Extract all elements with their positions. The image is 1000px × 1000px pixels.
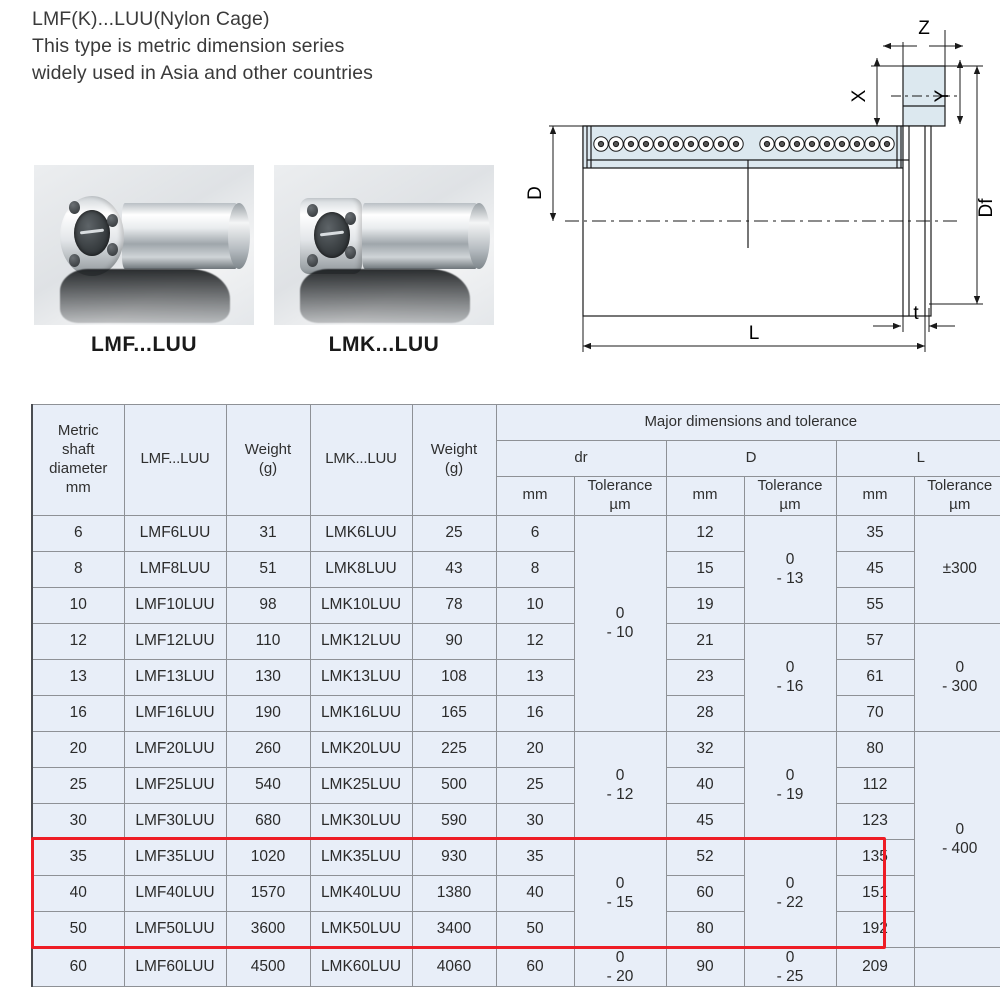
bolt-hole-icon bbox=[307, 204, 318, 217]
col-header-dr-mm: mm bbox=[496, 477, 574, 516]
cell-lmf-weight: 1570 bbox=[226, 875, 310, 911]
cell-d-mm: 45 bbox=[666, 803, 744, 839]
cell-lmf-model: LMF60LUU bbox=[124, 947, 226, 987]
cell-lmk-weight: 90 bbox=[412, 623, 496, 659]
table-body bbox=[32, 515, 1000, 987]
table-row bbox=[32, 947, 1000, 987]
cell-d-mm: 12 bbox=[666, 515, 744, 551]
cell-dr-mm: 12 bbox=[496, 623, 574, 659]
photo-reflection bbox=[60, 269, 230, 323]
cell-lmk-model: LMK25LUU bbox=[310, 767, 412, 803]
tolerance-cell: 0 - 10 bbox=[574, 515, 666, 731]
tolerance-cell: 0 - 15 bbox=[574, 839, 666, 947]
cell-lmk-model: LMK60LUU bbox=[310, 947, 412, 987]
col-header-lmk: LMK...LUU bbox=[310, 405, 412, 516]
bearing-end-cap-icon bbox=[228, 203, 250, 269]
col-header-shaft-diameter: Metric shaft diameter mm bbox=[32, 405, 124, 516]
cell-lmk-model: LMK50LUU bbox=[310, 911, 412, 947]
cell-d-mm: 60 bbox=[666, 875, 744, 911]
cell-lmk-weight: 590 bbox=[412, 803, 496, 839]
cell-l-mm: 112 bbox=[836, 767, 914, 803]
cell-lmk-weight: 108 bbox=[412, 659, 496, 695]
bolt-hole-icon bbox=[345, 212, 356, 225]
cell-dr-mm: 30 bbox=[496, 803, 574, 839]
tolerance-cell: ±300 bbox=[914, 515, 1000, 623]
cell-shaft-diameter: 12 bbox=[32, 623, 124, 659]
tolerance-cell: 0 - 25 bbox=[744, 947, 836, 987]
cell-lmf-model: LMF35LUU bbox=[124, 839, 226, 875]
cell-lmf-weight: 1020 bbox=[226, 839, 310, 875]
bearing-end-cap-icon bbox=[468, 203, 490, 269]
cell-lmk-model: LMK6LUU bbox=[310, 515, 412, 551]
cell-lmk-model: LMK10LUU bbox=[310, 587, 412, 623]
cell-shaft-diameter: 8 bbox=[32, 551, 124, 587]
cell-lmf-weight: 51 bbox=[226, 551, 310, 587]
tolerance-cell: 0 - 12 bbox=[574, 731, 666, 839]
col-header-l-mm: mm bbox=[836, 477, 914, 516]
bolt-hole-icon bbox=[307, 254, 318, 267]
cell-dr-mm: 6 bbox=[496, 515, 574, 551]
cell-lmk-weight: 165 bbox=[412, 695, 496, 731]
table-row bbox=[32, 911, 1000, 947]
bolt-hole-icon bbox=[345, 246, 356, 259]
product-photo-lmk bbox=[274, 165, 494, 357]
table-row bbox=[32, 659, 1000, 695]
cell-dr-mm: 10 bbox=[496, 587, 574, 623]
cell-d-mm: 19 bbox=[666, 587, 744, 623]
cell-d-mm: 90 bbox=[666, 947, 744, 987]
cell-d-mm: 28 bbox=[666, 695, 744, 731]
tolerance-cell: 0 - 16 bbox=[744, 623, 836, 731]
cell-lmk-model: LMK16LUU bbox=[310, 695, 412, 731]
cell-shaft-diameter: 30 bbox=[32, 803, 124, 839]
cell-dr-mm: 60 bbox=[496, 947, 574, 987]
tolerance-cell: 0 - 22 bbox=[744, 839, 836, 947]
cell-shaft-diameter: 13 bbox=[32, 659, 124, 695]
col-header-d-mm: mm bbox=[666, 477, 744, 516]
table-head bbox=[32, 405, 1000, 516]
cell-l-mm: 55 bbox=[836, 587, 914, 623]
product-photo-lmf bbox=[34, 165, 254, 357]
cell-lmf-weight: 110 bbox=[226, 623, 310, 659]
col-header-weight-lmk: Weight (g) bbox=[412, 405, 496, 516]
photo-reflection bbox=[300, 269, 470, 323]
cell-dr-mm: 20 bbox=[496, 731, 574, 767]
cell-lmk-model: LMK8LUU bbox=[310, 551, 412, 587]
dimension-label-D: D bbox=[525, 186, 546, 200]
cell-dr-mm: 8 bbox=[496, 551, 574, 587]
cell-lmk-model: LMK20LUU bbox=[310, 731, 412, 767]
cell-lmk-model: LMK13LUU bbox=[310, 659, 412, 695]
cell-lmk-weight: 43 bbox=[412, 551, 496, 587]
cell-shaft-diameter: 16 bbox=[32, 695, 124, 731]
cell-shaft-diameter: 50 bbox=[32, 911, 124, 947]
cell-dr-mm: 13 bbox=[496, 659, 574, 695]
col-header-major-dimensions: Major dimensions and tolerance bbox=[496, 405, 1000, 441]
cell-lmk-weight: 225 bbox=[412, 731, 496, 767]
cell-lmk-weight: 500 bbox=[412, 767, 496, 803]
col-header-l: L bbox=[836, 441, 1000, 477]
cell-l-mm: 80 bbox=[836, 731, 914, 767]
intro-line-2: This type is metric dimension series bbox=[32, 35, 345, 57]
cell-l-mm: 209 bbox=[836, 947, 914, 987]
cell-lmk-weight: 4060 bbox=[412, 947, 496, 987]
cell-lmk-weight: 78 bbox=[412, 587, 496, 623]
specification-table bbox=[31, 404, 1000, 987]
bolt-hole-icon bbox=[69, 201, 80, 214]
table-row bbox=[32, 767, 1000, 803]
tolerance-cell: 0 - 300 bbox=[914, 623, 1000, 731]
dimension-label-X: X bbox=[849, 89, 870, 103]
cell-lmf-model: LMF30LUU bbox=[124, 803, 226, 839]
photo-frame-lmf bbox=[34, 165, 254, 325]
cell-lmk-model: LMK40LUU bbox=[310, 875, 412, 911]
cell-dr-mm: 35 bbox=[496, 839, 574, 875]
cell-d-mm: 15 bbox=[666, 551, 744, 587]
cell-lmf-model: LMF10LUU bbox=[124, 587, 226, 623]
table-row bbox=[32, 515, 1000, 551]
cell-d-mm: 80 bbox=[666, 911, 744, 947]
cell-lmk-weight: 25 bbox=[412, 515, 496, 551]
specification-table-container bbox=[31, 404, 993, 987]
cell-l-mm: 192 bbox=[836, 911, 914, 947]
top-section bbox=[0, 0, 1000, 390]
round-flange-icon bbox=[60, 196, 124, 276]
cell-lmf-model: LMF13LUU bbox=[124, 659, 226, 695]
dimension-label-Z: Z bbox=[918, 18, 930, 39]
dimension-label-Y: Y bbox=[932, 89, 953, 103]
cell-lmf-weight: 680 bbox=[226, 803, 310, 839]
col-header-d: D bbox=[666, 441, 836, 477]
table-row bbox=[32, 551, 1000, 587]
cell-lmf-model: LMF6LUU bbox=[124, 515, 226, 551]
dimension-label-L: L bbox=[748, 323, 760, 344]
table-row bbox=[32, 839, 1000, 875]
cell-lmf-weight: 130 bbox=[226, 659, 310, 695]
cell-d-mm: 52 bbox=[666, 839, 744, 875]
cell-lmf-weight: 260 bbox=[226, 731, 310, 767]
cell-dr-mm: 40 bbox=[496, 875, 574, 911]
header-row-1 bbox=[32, 405, 1000, 441]
photo-frame-lmk bbox=[274, 165, 494, 325]
table-row bbox=[32, 587, 1000, 623]
table-row bbox=[32, 803, 1000, 839]
cross-section-diagram bbox=[505, 8, 1000, 368]
cell-dr-mm: 50 bbox=[496, 911, 574, 947]
cell-lmf-model: LMF12LUU bbox=[124, 623, 226, 659]
col-header-l-tolerance: Tolerance µm bbox=[914, 477, 1000, 516]
cell-shaft-diameter: 20 bbox=[32, 731, 124, 767]
cell-lmf-model: LMF8LUU bbox=[124, 551, 226, 587]
cell-shaft-diameter: 25 bbox=[32, 767, 124, 803]
cell-l-mm: 151 bbox=[836, 875, 914, 911]
cell-lmf-model: LMF50LUU bbox=[124, 911, 226, 947]
cell-l-mm: 57 bbox=[836, 623, 914, 659]
cell-lmf-weight: 98 bbox=[226, 587, 310, 623]
cell-d-mm: 32 bbox=[666, 731, 744, 767]
cell-shaft-diameter: 35 bbox=[32, 839, 124, 875]
cell-shaft-diameter: 10 bbox=[32, 587, 124, 623]
table-row bbox=[32, 695, 1000, 731]
col-header-dr-tolerance: Tolerance µm bbox=[574, 477, 666, 516]
cell-l-mm: 70 bbox=[836, 695, 914, 731]
technical-drawing bbox=[505, 8, 1000, 368]
col-header-lmf: LMF...LUU bbox=[124, 405, 226, 516]
cell-l-mm: 123 bbox=[836, 803, 914, 839]
square-flange-icon bbox=[300, 198, 362, 274]
cell-dr-mm: 25 bbox=[496, 767, 574, 803]
col-header-weight-lmf: Weight (g) bbox=[226, 405, 310, 516]
cell-lmf-weight: 3600 bbox=[226, 911, 310, 947]
bolt-hole-icon bbox=[69, 254, 80, 267]
photo-caption-lmk: LMK...LUU bbox=[328, 333, 440, 356]
cell-d-mm: 40 bbox=[666, 767, 744, 803]
cell-d-mm: 21 bbox=[666, 623, 744, 659]
tolerance-cell: 0 - 13 bbox=[744, 515, 836, 623]
cell-shaft-diameter: 60 bbox=[32, 947, 124, 987]
cell-lmk-model: LMK12LUU bbox=[310, 623, 412, 659]
cell-lmf-weight: 31 bbox=[226, 515, 310, 551]
cell-lmk-weight: 1380 bbox=[412, 875, 496, 911]
cell-lmf-weight: 540 bbox=[226, 767, 310, 803]
tolerance-cell: 0 - 19 bbox=[744, 731, 836, 839]
col-header-dr: dr bbox=[496, 441, 666, 477]
cell-l-mm: 45 bbox=[836, 551, 914, 587]
table-row bbox=[32, 875, 1000, 911]
table-row bbox=[32, 623, 1000, 659]
cell-l-mm: 35 bbox=[836, 515, 914, 551]
dimension-label-t: t bbox=[913, 303, 919, 324]
cell-lmf-model: LMF16LUU bbox=[124, 695, 226, 731]
col-header-d-tolerance: Tolerance µm bbox=[744, 477, 836, 516]
bolt-hole-icon bbox=[107, 214, 118, 227]
cell-shaft-diameter: 6 bbox=[32, 515, 124, 551]
cell-l-mm: 61 bbox=[836, 659, 914, 695]
cell-lmf-model: LMF25LUU bbox=[124, 767, 226, 803]
table-row bbox=[32, 731, 1000, 767]
intro-line-3: widely used in Asia and other countries bbox=[32, 62, 374, 84]
intro-text-block bbox=[32, 6, 502, 87]
cell-lmf-model: LMF40LUU bbox=[124, 875, 226, 911]
cell-lmk-weight: 3400 bbox=[412, 911, 496, 947]
bolt-hole-icon bbox=[107, 243, 118, 256]
cell-lmf-model: LMF20LUU bbox=[124, 731, 226, 767]
tolerance-cell bbox=[914, 947, 1000, 987]
cell-d-mm: 23 bbox=[666, 659, 744, 695]
cell-l-mm: 135 bbox=[836, 839, 914, 875]
cell-lmf-weight: 4500 bbox=[226, 947, 310, 987]
photo-caption-lmf: LMF...LUU bbox=[91, 333, 197, 356]
bearing-body-icon bbox=[122, 203, 238, 269]
cell-shaft-diameter: 40 bbox=[32, 875, 124, 911]
cell-lmk-model: LMK30LUU bbox=[310, 803, 412, 839]
product-title: LMF(K)...LUU(Nylon Cage) bbox=[32, 8, 270, 30]
cell-dr-mm: 16 bbox=[496, 695, 574, 731]
cell-lmk-weight: 930 bbox=[412, 839, 496, 875]
tolerance-cell: 0 - 400 bbox=[914, 731, 1000, 947]
cell-lmk-model: LMK35LUU bbox=[310, 839, 412, 875]
tolerance-cell: 0 - 20 bbox=[574, 947, 666, 987]
cell-lmf-weight: 190 bbox=[226, 695, 310, 731]
bearing-body-icon bbox=[362, 203, 478, 269]
dimension-label-Df: Df bbox=[976, 198, 997, 218]
product-photo-gallery bbox=[34, 165, 494, 357]
